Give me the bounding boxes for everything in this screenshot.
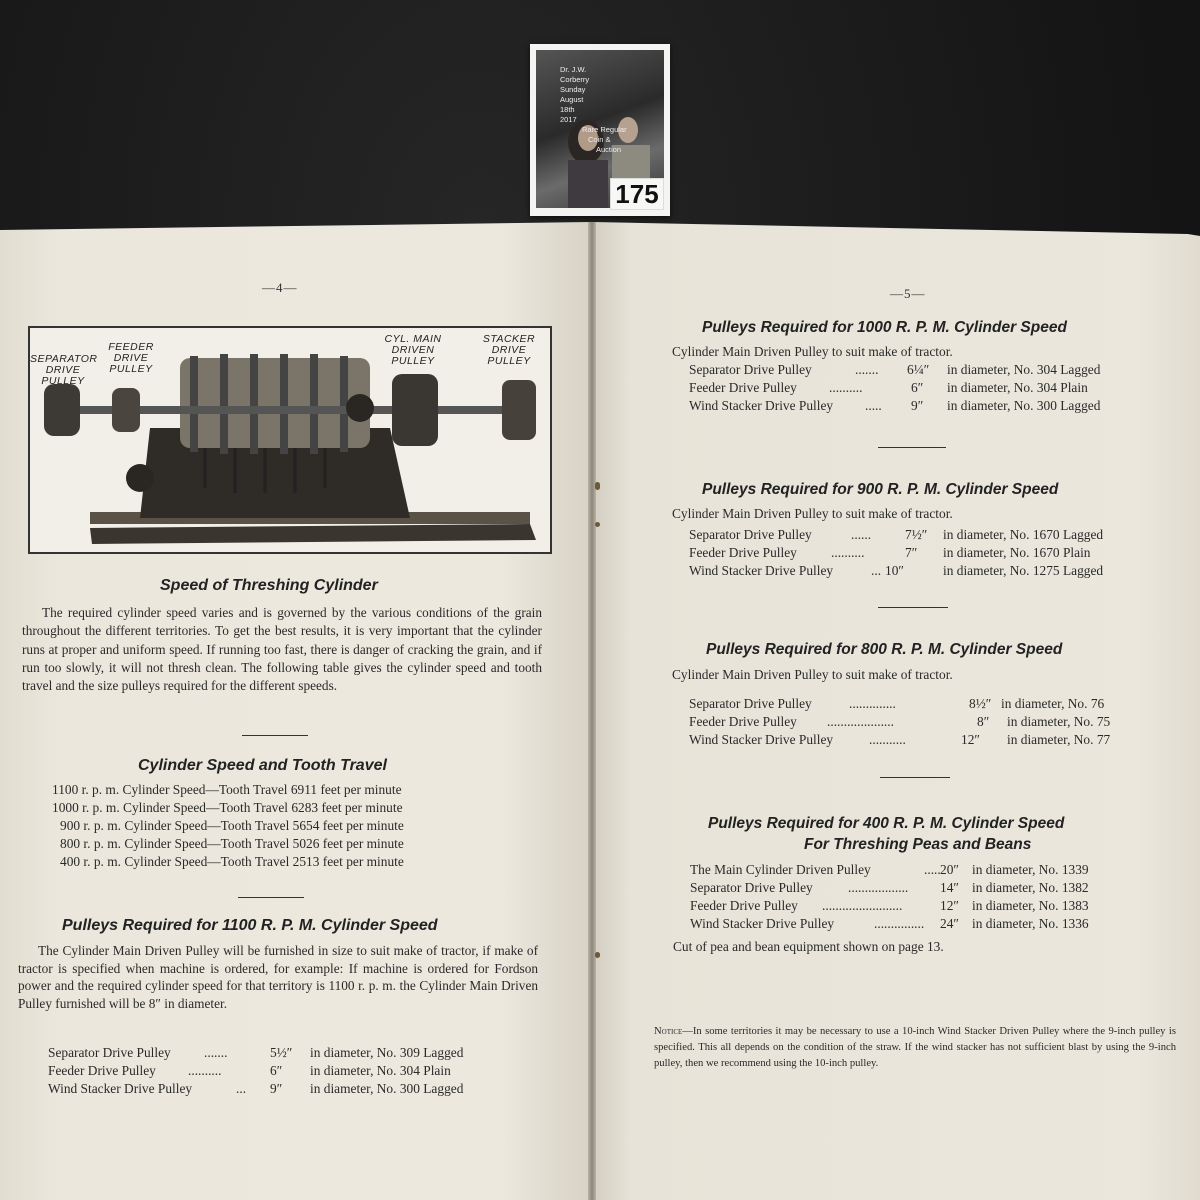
- pulleys-800-intro: Cylinder Main Driven Pulley to suit make of tractor.: [672, 667, 953, 682]
- pulley-dots: ........................: [822, 898, 903, 913]
- pulleys-1100-paragraph: The Cylinder Main Driven Pulley will be furnished in size to suit make of tractor, if make of tractor is specified when machine is ordered, for example: If machine is ordered for Fordson power and the required cylinder speed for that territory is 1100 r. p. m. the Cylinder Main Driven Pulley furnished will be 8″ in diameter.: [18, 943, 538, 1011]
- pulley-size: 9″: [270, 1081, 283, 1096]
- staple-mark: [595, 952, 600, 958]
- pulley-spec: in diameter, No. 304 Plain: [310, 1063, 451, 1078]
- pulley-name: Separator Drive Pulley: [689, 696, 812, 711]
- notice-lead: Notice: [654, 1026, 683, 1037]
- pulley-name: Separator Drive Pulley: [48, 1045, 171, 1060]
- lot-tag-line: Auction: [596, 145, 622, 154]
- section-divider: [238, 897, 304, 898]
- pulley-dots: .......: [204, 1045, 228, 1060]
- tooth-travel-row: 1100 r. p. m. Cylinder Speed—Tooth Travel 6911 feet per minute: [52, 782, 402, 797]
- pulley-spec: in diameter, No. 1275 Lagged: [943, 563, 1104, 578]
- pulley-name: Wind Stacker Drive Pulley: [689, 732, 834, 747]
- lot-tag-line: August: [560, 95, 584, 104]
- pulley-name: The Main Cylinder Driven Pulley: [690, 862, 871, 877]
- page-number-right: —5—: [890, 286, 926, 301]
- pulley-spec: in diameter, No. 1670 Lagged: [943, 527, 1104, 542]
- pulley-name: Separator Drive Pulley: [689, 362, 812, 377]
- lot-tag-line: 18th: [560, 105, 575, 114]
- pulley-spec: in diameter, No. 1382: [972, 880, 1089, 895]
- pulley-size: 6″: [270, 1063, 283, 1078]
- pulleys-400-heading: Pulleys Required for 400 R. P. M. Cylinder Speed: [708, 815, 1065, 832]
- pulley-dots: ......: [851, 527, 872, 542]
- speed-heading: Speed of Threshing Cylinder: [160, 577, 378, 594]
- pulley-spec: in diameter, No. 300 Lagged: [947, 398, 1101, 413]
- tooth-travel-row: 800 r. p. m. Cylinder Speed—Tooth Travel 5026 feet per minute: [60, 836, 404, 851]
- pulley-spec: in diameter, No. 1339: [972, 862, 1089, 877]
- pulley-row: [689, 379, 1129, 397]
- pulley-name: Feeder Drive Pulley: [690, 898, 798, 913]
- pulleys-400-subheading: For Threshing Peas and Beans: [804, 836, 1032, 853]
- tooth-travel-row: 1000 r. p. m. Cylinder Speed—Tooth Travel 6283 feet per minute: [52, 800, 403, 815]
- pulley-row: [689, 562, 1139, 580]
- tooth-travel-heading: Cylinder Speed and Tooth Travel: [138, 757, 387, 774]
- pulley-spec: in diameter, No. 75: [1007, 714, 1111, 729]
- auction-lot-tag: [530, 44, 670, 216]
- pulley-name: Feeder Drive Pulley: [689, 545, 797, 560]
- pulley-dots: ...............: [874, 916, 925, 931]
- pulley-dots: .......: [855, 362, 879, 377]
- pulley-row: [689, 526, 1139, 544]
- callout-separator-drive-pulley: SEPARATOR DRIVE PULLEY: [30, 353, 98, 387]
- pulley-size: 5½″: [270, 1045, 293, 1060]
- pulleys-1000-heading: Pulleys Required for 1000 R. P. M. Cylinder Speed: [702, 319, 1067, 336]
- pulley-name: Wind Stacker Drive Pulley: [689, 563, 834, 578]
- tooth-travel-row: 900 r. p. m. Cylinder Speed—Tooth Travel 5654 feet per minute: [60, 818, 404, 833]
- notice-paragraph: [654, 1024, 1176, 1072]
- pulley-row: [689, 544, 1139, 562]
- pulley-size: 12″: [940, 898, 959, 913]
- pulley-dots: .....: [865, 398, 882, 413]
- pulley-dots: ..........: [188, 1063, 222, 1078]
- pulley-size: 20″: [940, 862, 959, 877]
- pulley-name: Wind Stacker Drive Pulley: [689, 398, 834, 413]
- lot-tag-line: 2017: [560, 115, 577, 124]
- lot-tag-line: Coin &: [588, 135, 611, 144]
- notice-text: —In some territories it may be necessary to use a 10-inch Wind Stacker Driven Pulley where the 9-inch pulley is specified. This all depends on the condition of the straw. If the wind stacker has not sufficient blast by using the 9-inch pulley, then we recommend using the 10-inch pulley.: [654, 1026, 1176, 1069]
- pulleys-400-footer: Cut of pea and bean equipment shown on page 13.: [673, 939, 944, 954]
- pulley-row: [689, 361, 1129, 379]
- pulley-size: 7½″: [905, 527, 928, 542]
- pulley-dots: ..............: [849, 696, 896, 711]
- pulleys-900-heading: Pulleys Required for 900 R. P. M. Cylinder Speed: [702, 481, 1059, 498]
- pulley-size: 8½″: [969, 696, 992, 711]
- pulley-size: 12″: [961, 732, 980, 747]
- pulley-dots: ...: [236, 1081, 247, 1096]
- pulley-name: Wind Stacker Drive Pulley: [690, 916, 835, 931]
- pulley-size: 6¼″: [907, 362, 930, 377]
- pulleys-1000-intro: Cylinder Main Driven Pulley to suit make of tractor.: [672, 344, 953, 359]
- pulleys-800-heading: Pulleys Required for 800 R. P. M. Cylinder Speed: [706, 641, 1063, 658]
- section-divider: [242, 735, 308, 736]
- section-divider: [878, 447, 946, 448]
- staple-mark: [595, 482, 600, 490]
- pulley-row: [48, 1080, 518, 1098]
- pulley-dots: ...........: [869, 732, 906, 747]
- pulley-spec: in diameter, No. 1670 Plain: [943, 545, 1091, 560]
- pulley-row: [690, 897, 1150, 915]
- lot-tag-line: Rare Regular: [582, 125, 627, 134]
- pulley-name: Feeder Drive Pulley: [689, 380, 797, 395]
- callout-cyl-main-driven-pulley: CYL. MAIN DRIVEN PULLEY: [384, 333, 442, 367]
- section-divider: [880, 777, 950, 778]
- pulley-name: Separator Drive Pulley: [689, 527, 812, 542]
- callout-feeder-drive-pulley: FEEDER DRIVE PULLEY: [108, 341, 154, 375]
- pulley-dots: ..........: [829, 380, 863, 395]
- lot-number: 175: [610, 178, 664, 210]
- pulley-name: Feeder Drive Pulley: [48, 1063, 156, 1078]
- section-divider: [878, 607, 948, 608]
- pulley-spec: in diameter, No. 76: [1001, 696, 1105, 711]
- pulley-size: 24″: [940, 916, 959, 931]
- pulleys-1100-heading: Pulleys Required for 1100 R. P. M. Cylinder Speed: [62, 917, 438, 934]
- pulley-row: [689, 713, 1139, 731]
- pulley-size: 6″: [911, 380, 924, 395]
- pulley-size: 8″: [977, 714, 990, 729]
- pulley-row: [48, 1062, 518, 1080]
- pulley-dots: ..................: [848, 880, 909, 895]
- pulley-row: [689, 397, 1129, 415]
- pulley-size: 10″: [885, 563, 904, 578]
- pulley-row: [689, 731, 1139, 749]
- lot-tag-line: Sunday: [560, 85, 586, 94]
- pulley-spec: in diameter, No. 1336: [972, 916, 1089, 931]
- pulley-spec: in diameter, No. 304 Plain: [947, 380, 1088, 395]
- threshing-cylinder-illustration: [28, 326, 552, 554]
- pulley-spec: in diameter, No. 309 Lagged: [310, 1045, 464, 1060]
- pulley-row: [689, 695, 1139, 713]
- lot-tag-line: Dr. J.W.: [560, 65, 587, 74]
- pulley-dots: ..........: [831, 545, 865, 560]
- staple-mark: [595, 522, 600, 527]
- pulley-size: 14″: [940, 880, 959, 895]
- pulley-name: Separator Drive Pulley: [690, 880, 813, 895]
- pulley-row: [48, 1044, 518, 1062]
- page-number-left: —4—: [262, 280, 298, 295]
- booklet-gutter: [588, 222, 596, 1200]
- callout-stacker-drive-pulley: STACKER DRIVE PULLEY: [482, 333, 536, 367]
- lot-tag-line: Corberry: [560, 75, 590, 84]
- tooth-travel-row: 400 r. p. m. Cylinder Speed—Tooth Travel 2513 feet per minute: [60, 854, 404, 869]
- speed-paragraph: The required cylinder speed varies and is governed by the various conditions of the grain throughout the different territories. To get the best results, it is very important that the cylinder runs at proper and uniform speed. If running too fast, there is danger of cracking the grain, and if run too slowly, it will not thresh clean. The following table gives the cylinder speed and tooth travel and the size pulleys required for the different speeds.: [22, 605, 542, 694]
- pulley-dots: .....: [924, 862, 941, 877]
- pulley-row: [690, 861, 1150, 879]
- pulley-size: 9″: [911, 398, 924, 413]
- pulleys-900-intro: Cylinder Main Driven Pulley to suit make of tractor.: [672, 506, 953, 521]
- pulley-dots: ...: [871, 563, 882, 578]
- pulley-row: [690, 879, 1150, 897]
- pulley-name: Wind Stacker Drive Pulley: [48, 1081, 193, 1096]
- pulley-size: 7″: [905, 545, 918, 560]
- pulley-row: [690, 915, 1150, 933]
- pulley-dots: ....................: [827, 714, 894, 729]
- pulley-name: Feeder Drive Pulley: [689, 714, 797, 729]
- pulley-spec: in diameter, No. 304 Lagged: [947, 362, 1101, 377]
- pulley-spec: in diameter, No. 1383: [972, 898, 1089, 913]
- pulley-spec: in diameter, No. 300 Lagged: [310, 1081, 464, 1096]
- pulley-spec: in diameter, No. 77: [1007, 732, 1111, 747]
